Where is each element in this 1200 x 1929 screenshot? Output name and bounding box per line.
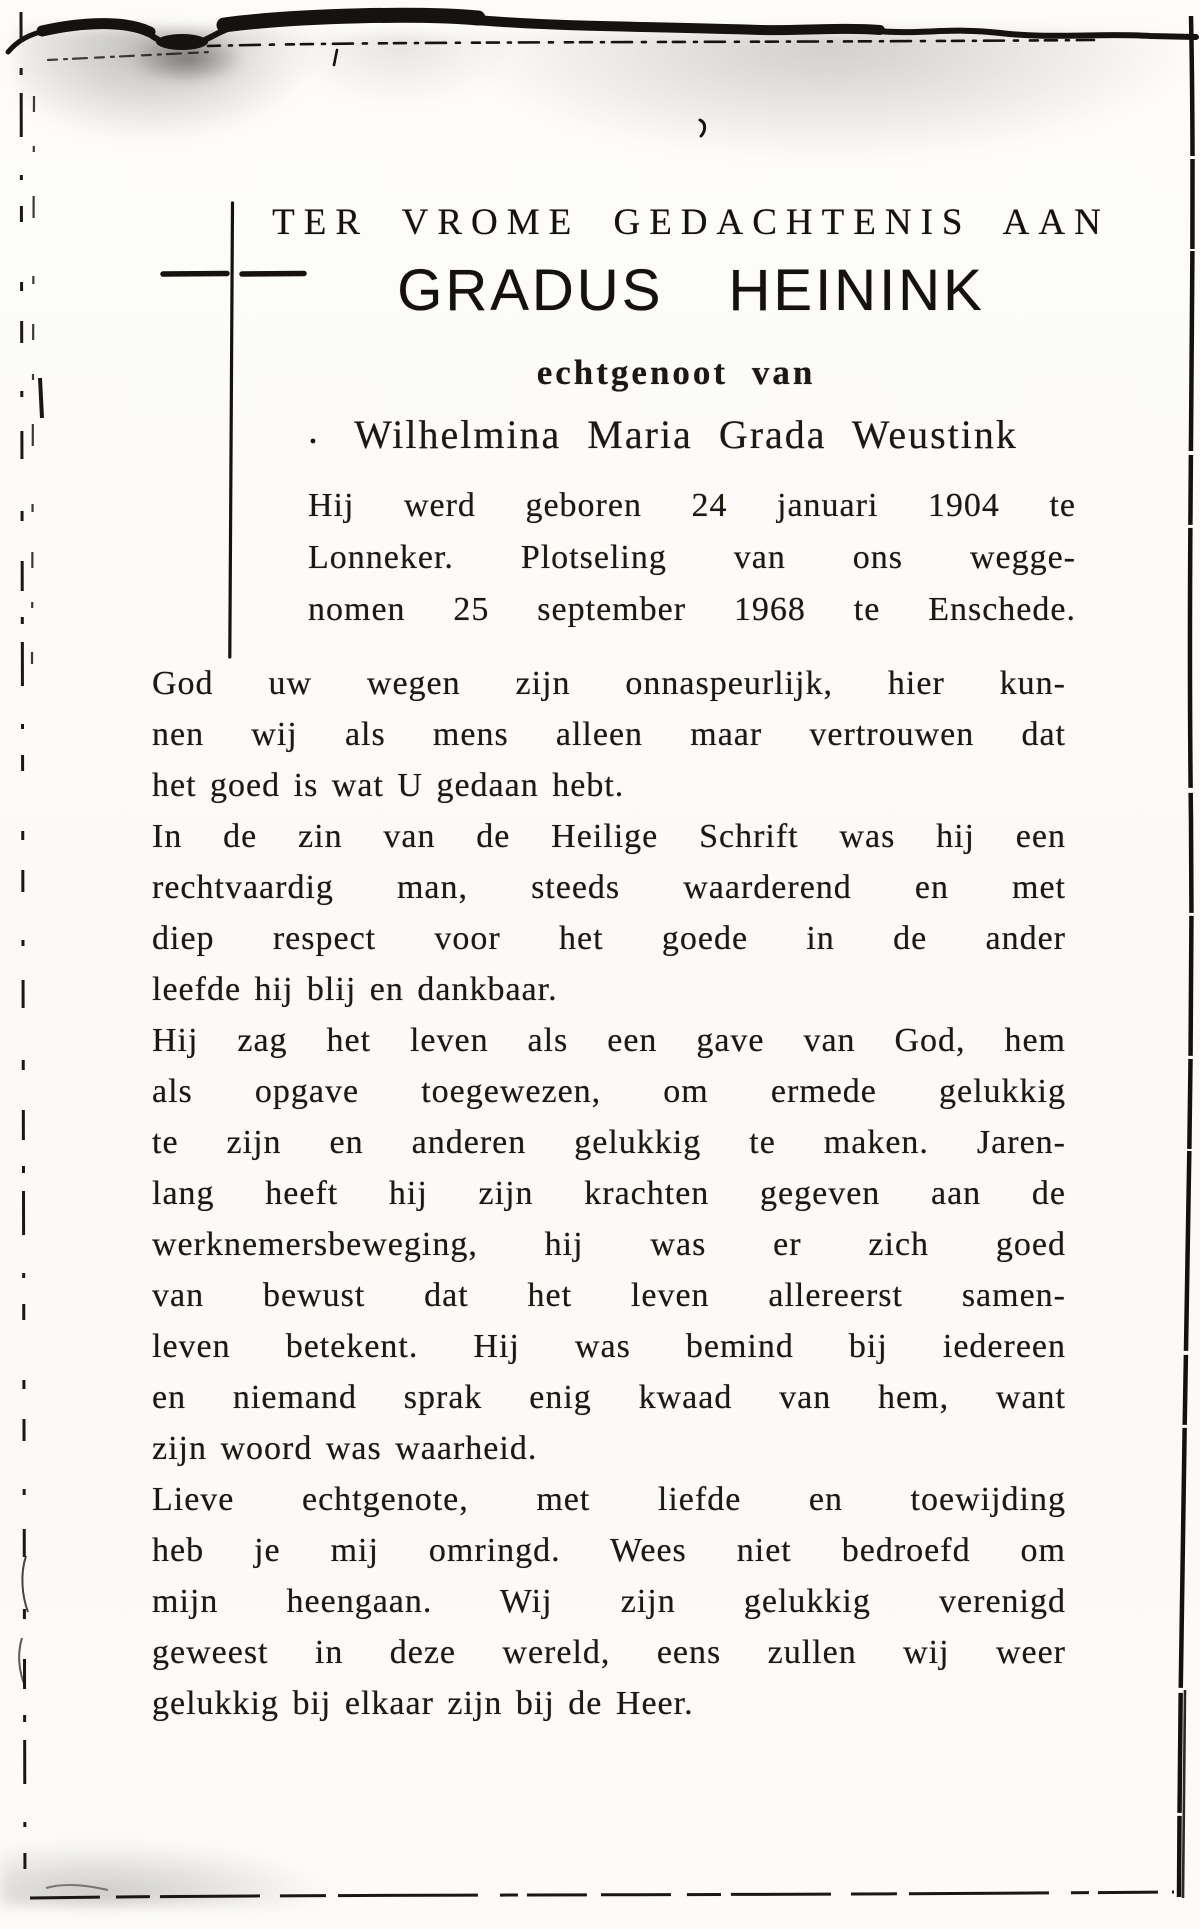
torn-top-edge bbox=[8, 15, 1196, 65]
spouse-name: Wilhelmina Maria Grada Weustink bbox=[354, 412, 1018, 457]
body-line: nen wij als mens alleen maar vertrouwen dat bbox=[152, 716, 1066, 753]
body-line: te zijn en anderen gelukkig te maken. Jaren- bbox=[152, 1124, 1066, 1161]
bottom-scan-edge bbox=[30, 1885, 1174, 1898]
vitals-line: Hij werd geboren 24 januari 1904 te bbox=[308, 487, 1076, 524]
body-line: God uw wegen zijn onnaspeurlijk, hier kun- bbox=[152, 665, 1066, 702]
body-line: diep respect voor het goede in de ander bbox=[152, 920, 1066, 957]
memorial-header: TER VROME GEDACHTENIS AAN bbox=[272, 202, 1110, 243]
body-line: lang heeft hij zijn krachten gegeven aan de bbox=[152, 1175, 1066, 1212]
body-line: Lieve echtgenote, met liefde en toewijding bbox=[152, 1481, 1066, 1518]
body-line: heb je mij omringd. Wees niet bedroefd om bbox=[152, 1532, 1066, 1569]
body-line: het goed is wat U gedaan hebt. bbox=[152, 767, 625, 804]
body-line: zijn woord was waarheid. bbox=[152, 1430, 538, 1467]
relation-line: echtgenoot van bbox=[536, 353, 816, 392]
body-line: In de zin van de Heilige Schrift was hij een bbox=[152, 818, 1066, 855]
body-line: geweest in deze wereld, eens zullen wij weer bbox=[152, 1634, 1066, 1671]
scan-smudge-top-mid bbox=[280, 34, 520, 106]
vitals-line: Lonneker. Plotseling van ons wegge- bbox=[308, 539, 1076, 576]
body-line: van bewust dat het leven allereerst samen- bbox=[152, 1277, 1066, 1314]
body-line: mijn heengaan. Wij zijn gelukkig verenigd bbox=[152, 1583, 1066, 1620]
memorial-body-paragraph bbox=[152, 658, 1066, 1729]
body-line: als opgave toegewezen, om ermede gelukkig bbox=[152, 1073, 1066, 1110]
scan-smudge-fold bbox=[126, 30, 250, 86]
body-line: rechtvaardig man, steeds waarderend en met bbox=[152, 869, 1066, 906]
body-line: werknemersbeweging, hij was er zich goed bbox=[152, 1226, 1066, 1263]
scan-smudge-bottom-left bbox=[0, 1840, 330, 1906]
body-line: leefde hij blij en dankbaar. bbox=[152, 971, 558, 1008]
body-line: en niemand sprak enig kwaad van hem, want bbox=[152, 1379, 1066, 1416]
left-scan-edge bbox=[19, 12, 42, 1896]
vitals-paragraph bbox=[308, 480, 1076, 636]
body-line: gelukkig bij elkaar zijn bij de Heer. bbox=[152, 1685, 694, 1722]
scan-smudge-top-left bbox=[16, 28, 316, 140]
deceased-name: GRADUS HEININK bbox=[397, 258, 985, 323]
vitals-line: nomen 25 september 1968 te Enschede. bbox=[308, 591, 1076, 628]
scan-smudge-top-right bbox=[470, 32, 1186, 158]
body-line: leven betekent. Hij was bemind bij iedereen bbox=[152, 1328, 1066, 1365]
body-line: Hij zag het leven als een gave van God, hem bbox=[152, 1022, 1066, 1059]
